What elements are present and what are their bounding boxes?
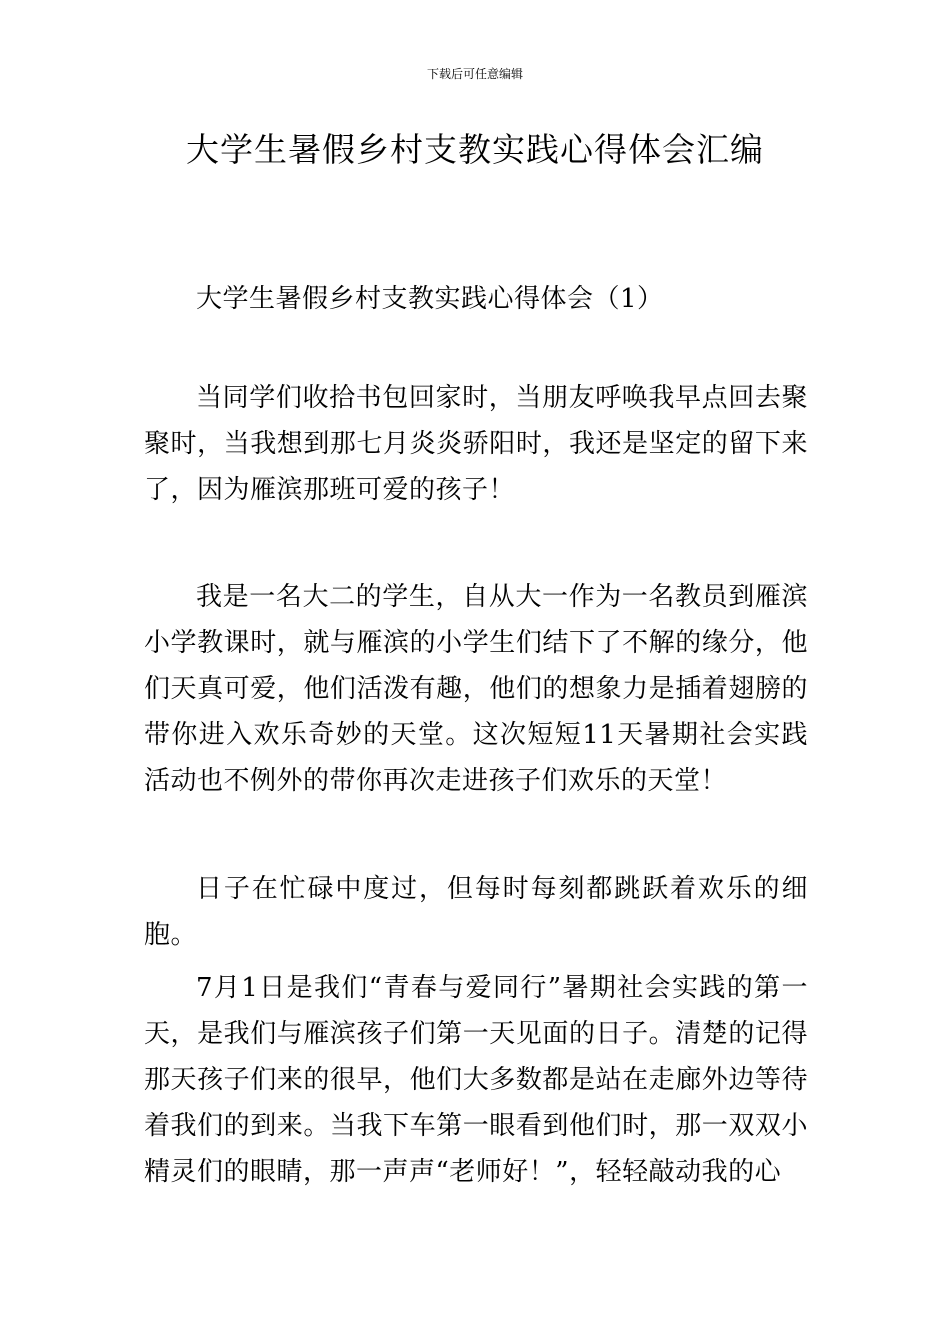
document-title: 大学生暑假乡村支教实践心得体会汇编 [186,130,764,169]
paragraph-4: 7月1日是我们“青春与爱同行”暑期社会实践的第一天，是我们与雁滨孩子们第一天见面的日子。清楚的记得那天孩子们来的很早，他们大多数都是站在走廊外边等待着我们的到来。当我下车第一眼看到他们时，那一双双小精灵们的眼睛，那一声声“老师好！”，轻轻敲动我的心 [144,973,808,1187]
section-heading: 大学生暑假乡村支教实践心得体会（1） [196,284,664,314]
paragraph-3: 日子在忙碌中度过，但每时每刻都跳跃着欢乐的细胞。 [144,874,808,950]
header-note: 下载后可任意编辑 [426,67,523,81]
paragraph-2: 我是一名大二的学生，自从大一作为一名教员到雁滨小学教课时，就与雁滨的小学生们结下了不解的缘分，他们天真可爱，他们活泼有趣，他们的想象力是插着翅膀的带你进入欢乐奇妙的天堂。这次短短11天暑期社会实践活动也不例外的带你再次走进孩子们欢乐的天堂！ [144,582,808,796]
paragraph-1: 当同学们收拾书包回家时，当朋友呼唤我早点回去聚聚时，当我想到那七月炎炎骄阳时，我还是坚定的留下来了，因为雁滨那班可爱的孩子！ [144,383,808,505]
